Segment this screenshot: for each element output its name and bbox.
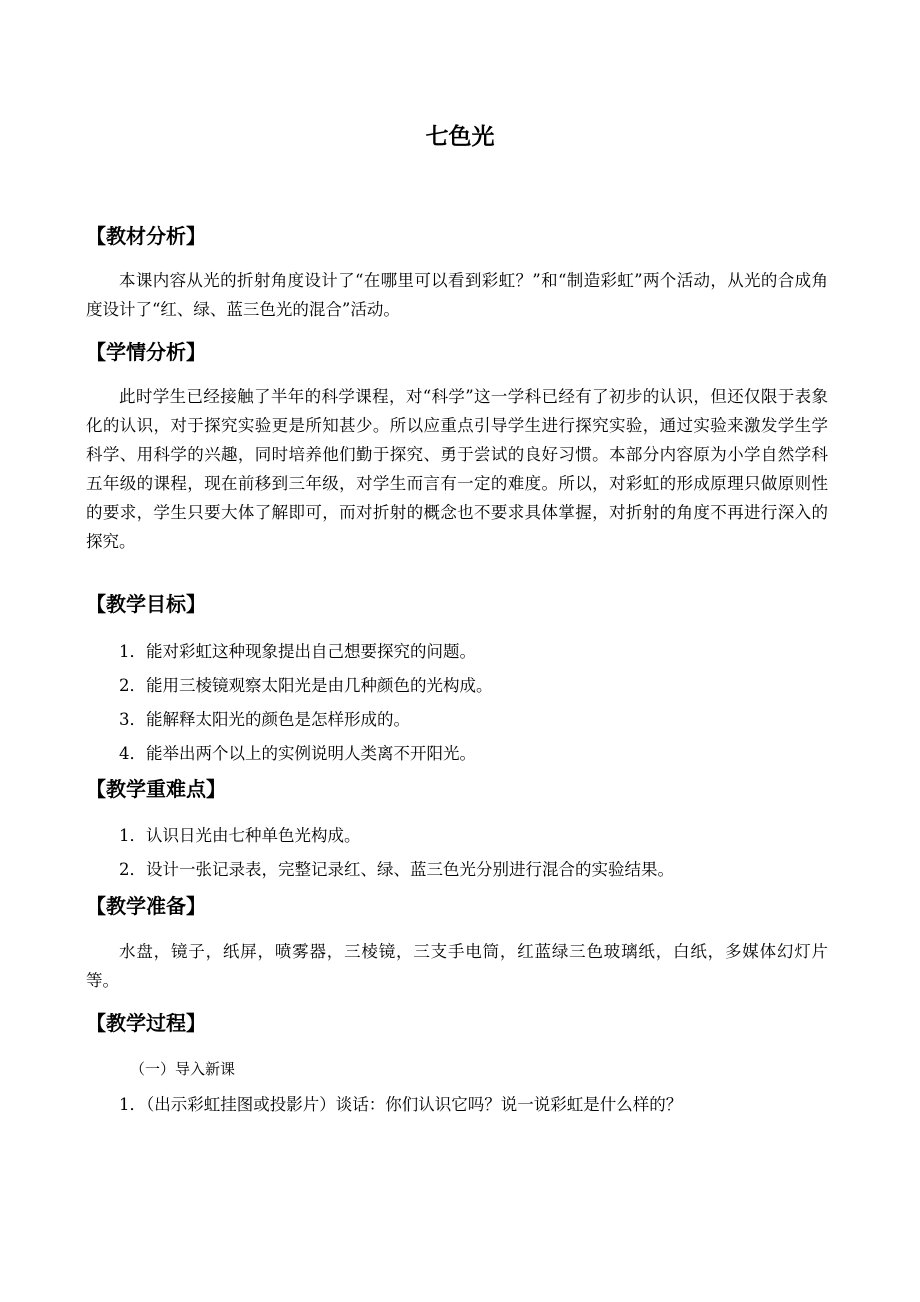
paragraph-material-analysis: 本课内容从光的折射角度设计了“在哪里可以看到彩虹？”和“制造彩虹”两个活动，从光的合成角度设计了“红、绿、蓝三色光的混合”活动。 — [86, 271, 828, 319]
list-item-goal-4: 4．能举出两个以上的实例说明人类离不开阳光。 — [119, 744, 476, 763]
heading-preparation: 【教学准备】 — [86, 894, 206, 918]
heading-process: 【教学过程】 — [86, 1011, 206, 1035]
paragraph-student-analysis: 此时学生已经接触了半年的科学课程，对“科学”这一学科已经有了初步的认识，但还仅限于表象化的认识，对于探究实验更是所知甚少。所以应重点引导学生进行探究实验，通过实验来激发学生学科学、用科学的兴趣，同时培养他们勤于探究、勇于尝试的良好习惯。本部分内容原为小学自然学科五年级的课程，现在前移到三年级，对学生而言有一定的难度。所以，对彩虹的形成原理只做原则性的要求，学生只要大体了解即可，而对折射的概念也不要求具体掌握，对折射的角度不再进行深入的探究。 — [86, 387, 828, 551]
document-title: 七色光 — [425, 124, 495, 150]
heading-teaching-goals: 【教学目标】 — [86, 592, 206, 616]
heading-student-analysis: 【学情分析】 — [86, 340, 206, 364]
list-item-goal-3: 3．能解释太阳光的颜色是怎样形成的。 — [119, 710, 410, 729]
subheading-process-intro: （一）导入新课 — [130, 1060, 236, 1078]
paragraph-preparation: 水盘，镜子，纸屏，喷雾器，三棱镜，三支手电筒，红蓝绿三色玻璃纸，白纸，多媒体幻灯片等。 — [86, 942, 828, 990]
list-item-process-1: 1．（出示彩虹挂图或投影片）谈话：你们认识它吗？说一说彩虹是什么样的？ — [119, 1095, 683, 1114]
heading-material-analysis: 【教材分析】 — [86, 224, 206, 248]
heading-key-points: 【教学重难点】 — [86, 777, 226, 801]
list-item-key-point-1: 1．认识日光由七种单色光构成。 — [119, 826, 361, 845]
list-item-goal-2: 2．能用三棱镜观察太阳光是由几种颜色的光构成。 — [119, 676, 493, 695]
list-item-goal-1: 1．能对彩虹这种现象提出自己想要探究的问题。 — [119, 642, 476, 661]
list-item-key-point-2: 2．设计一张记录表，完整记录红、绿、蓝三色光分别进行混合的实验结果。 — [119, 860, 674, 879]
